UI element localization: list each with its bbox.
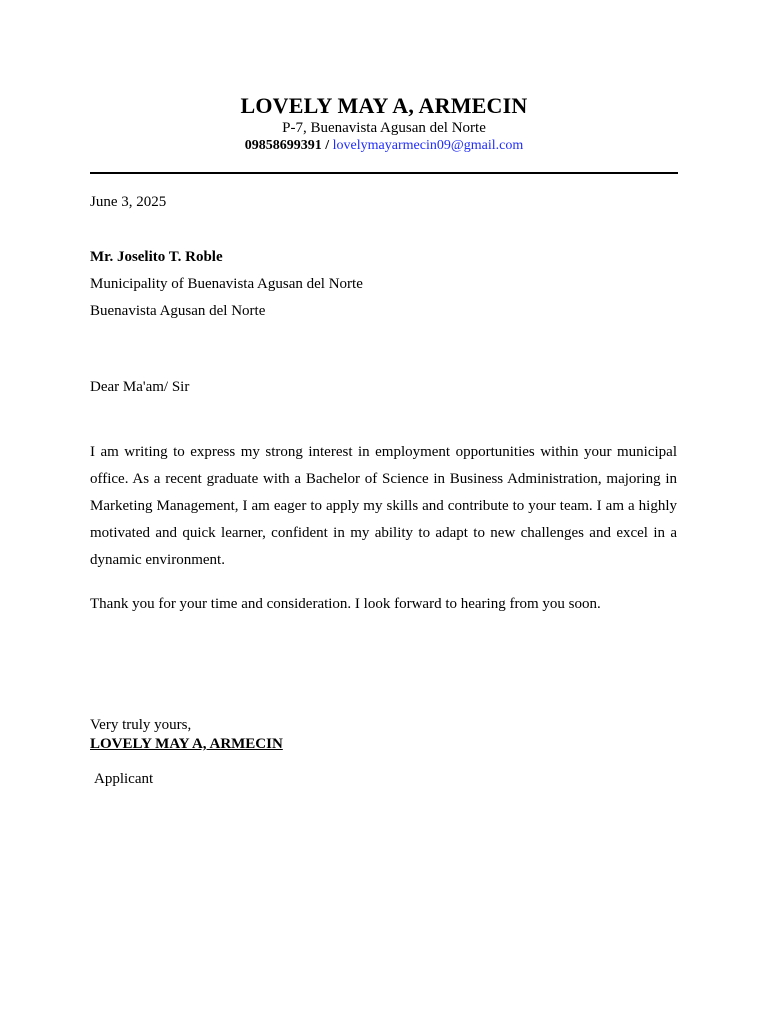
contact-separator: /: [321, 138, 333, 153]
closing-block: [90, 716, 677, 754]
recipient-organization: Municipality of Buenavista Agusan del Norte: [90, 276, 363, 292]
letter-date: June 3, 2025: [90, 194, 167, 210]
recipient-location: Buenavista Agusan del Norte: [90, 303, 266, 319]
sender-email-link[interactable]: lovelymayarmecin09@gmail.com: [332, 138, 524, 153]
recipient-block: [90, 244, 677, 325]
sender-address: P-7, Buenavista Agusan del Norte: [282, 120, 486, 136]
body-paragraph-1: I am writing to express my strong interest in employment opportunities within your municipal office. As a recent graduate with a Bachelor of Science in Business Administration, majoring in Marketing Management, I am eager to apply my skills and contribute to your team. I am a highly motivated and quick learner, confident in my ability to adapt to new challenges and excel in a dynamic environment.: [90, 444, 677, 568]
recipient-name: Mr. Joselito T. Roble: [90, 249, 223, 265]
header-divider: [90, 172, 678, 174]
salutation: Dear Ma'am/ Sir: [90, 379, 190, 395]
signer-title: Applicant: [94, 771, 154, 787]
sender-contact: [90, 137, 678, 154]
body-paragraph-2: Thank you for your time and consideration. I look forward to hearing from you soon.: [90, 596, 601, 612]
letterhead: [90, 92, 678, 154]
valediction: Very truly yours,: [90, 717, 192, 733]
signer-name: LOVELY MAY A, ARMECIN: [90, 736, 283, 752]
sender-phone: 09858699391: [244, 138, 322, 153]
sender-name: LOVELY MAY A, ARMECIN: [240, 93, 528, 118]
